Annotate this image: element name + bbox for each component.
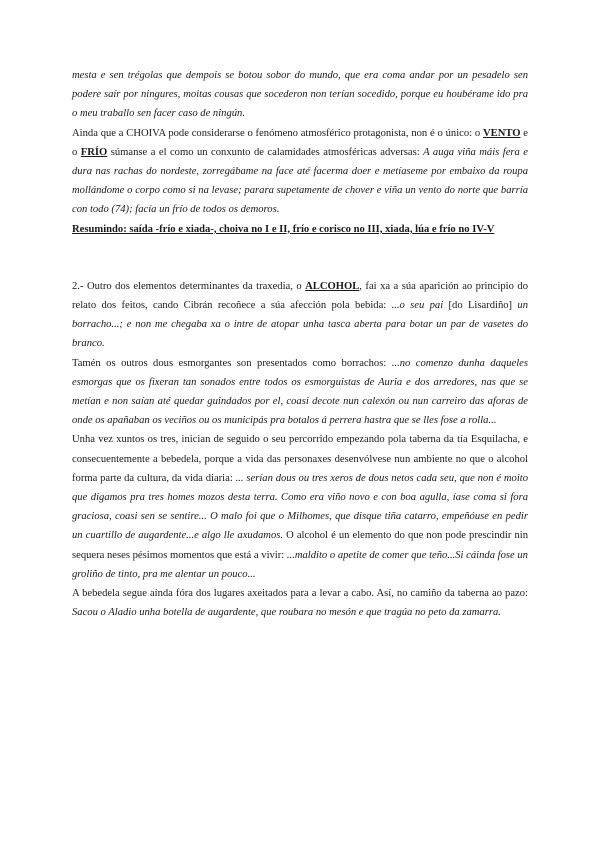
body-text: súmanse a el como un conxunto de calamidades atmosféricas adversas:: [107, 146, 424, 158]
paragraph-wind-cold: [72, 124, 528, 220]
quote-text: ...no comenzo dunha daqueles esmorgas que os fixeran tan sonados entre todos os esmorguistas de Auria e dos arredores, nas que se metían e non saían até quedar guindados por el, coasi decote nun calexón ou nun carreiro das aforas de onde os apañaban os veciños ou os municipás pra botalos á perrera hastra que se lles fose a rolla...: [72, 357, 528, 427]
quote-text: A auga viña máis fera e dura nas rachas do nordeste, zorregábame na face até facerma doer e metíaseme por embaixo da roupa mollándome o corpo como si na levase; parara supetamente de chover e viña un vento do norte que barría con todo (74); facía un frío de todos os demoros.: [72, 146, 529, 216]
quote-text: un borracho...; e non me chegaba xa o intre de atopar unha tasca aberta para botar un par de vasetes do branco.: [72, 300, 529, 350]
body-text: , fai xa a súa aparición ao principio do relato dos feitos, cando Cibrán recoñece a súa afección pola bebida:: [72, 280, 528, 312]
document-page: [72, 66, 528, 622]
paragraph-road-to-pazo: [72, 584, 528, 622]
quote-text: ...o seu pai: [391, 300, 444, 312]
section-gap: [72, 239, 528, 277]
keyword-alcohol: ALCOHOL: [305, 280, 360, 292]
paragraph-tavern: [72, 430, 528, 584]
quote-text: mesta e sen trégolas que dempois se botou sobor do mundo, que era coma andar por un pesadelo sen podere saír por ningures, moitas cousas que socederon non terían socedido, porque eu houbérame ido pra o meu traballo sen facer caso de ningún.: [72, 70, 528, 120]
body-text: Tamén os outros dous esmorgantes son presentados como borrachos:: [72, 357, 392, 369]
quote-text: ... serían dous ou tres xeros de dous netos cada seu, que non é moito que digamos pra tres homes mozos desta terra. Como era viño novo e con boa agulla, íase coma si fora graciosa, coasi sen se sentire... O malo foi que o Milhomes, que disque tiña catarro, empeñóuse en pedir un cuartillo de augardente...e algo lle axudamos.: [72, 472, 528, 542]
paragraph-drunkards: [72, 354, 528, 431]
keyword-vento: VENTO: [483, 127, 521, 139]
body-text: Unha vez xuntos os tres, inician de seguido o seu percorrido empezando pola taberna da tía Esquilacha, e consecuentemente a bebedela, porque a vida das personaxes desenvólvese nun ambiente no que o alcohol forma parte da cultura, da vida diaria:: [72, 434, 528, 484]
summary-text: Resumindo: saída -frío e xiada-, choiva no I e II, frío e corisco no III, xiada, lúa e frío no IV-V: [72, 223, 495, 235]
summary-line: [72, 220, 528, 239]
body-text: O alcohol é un elemento do que non pode prescindir nin sequera neses pésimos momentos que está a vivir:: [72, 530, 528, 561]
quote-text: Sacou o Aladio unha botella de augardente, que roubara no mesón e que tragúa no peto da zamarra.: [72, 607, 501, 619]
paragraph-rain-continuation: [72, 66, 528, 124]
body-text: Ainda que a CHOIVA pode considerarse o fenómeno atmosférico protagonista, non é o único: o: [72, 127, 483, 139]
keyword-frio: FRÍO: [80, 146, 108, 158]
body-text: [do Lisardiño]: [443, 300, 518, 312]
body-text: e o: [72, 127, 528, 158]
body-text: 2.- Outro dos elementos determinantes da traxedia, o: [72, 280, 306, 292]
paragraph-alcohol-intro: [72, 277, 528, 354]
body-text: A bebedela segue aínda fóra dos lugares axeitados para a levar a cabo. Así, no camiño da taberna ao pazo:: [72, 588, 528, 600]
quote-text: ...maldito o apetite de comer que teño...Si cáinda fose un groliño de tinto, pra me alentar un pouco...: [72, 549, 528, 580]
